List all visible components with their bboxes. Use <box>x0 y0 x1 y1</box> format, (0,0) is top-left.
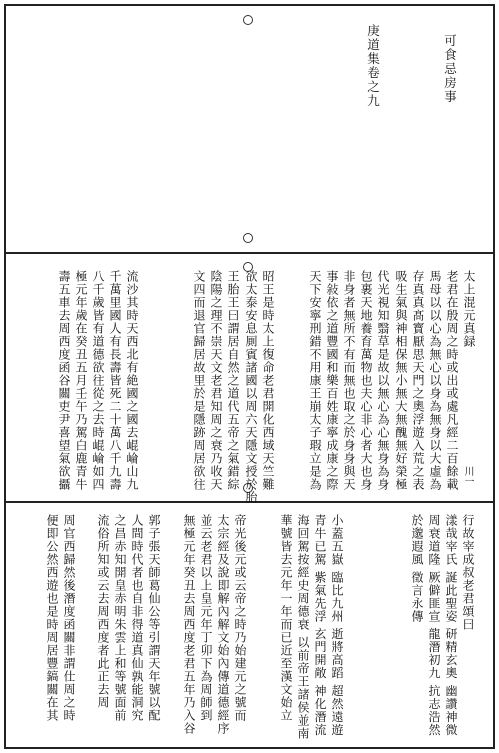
text-column: 陰陽之理不崇天文老君知周之衰乃收天 <box>209 270 223 491</box>
text-column: 太上混元真録 <box>462 270 476 348</box>
text-column: 帝光後元或云帝之時乃始建元之號而 <box>233 514 247 722</box>
text-column: 郭子張天師葛仙公等引謂天年號以配 <box>147 514 161 722</box>
text-column: 壽五車去周西度函谷關吏尹喜望氣欲攝 <box>57 270 71 491</box>
text-column: 太宗經及說即解內解文始內傳道德經序 <box>216 514 230 735</box>
text-column: 於邈遐風 徵言永傳 <box>410 514 424 623</box>
text-column: 漾哉宰氏 誕此聖姿 研精玄奧 幽讚神微 <box>444 514 458 737</box>
text-column: 無極元年癸丑去周西度老君五年乃入谷 <box>182 514 196 735</box>
text-column: 包裹天地養育萬物也夫心非心者大也身 <box>359 270 373 491</box>
text-column: 欲太泰安息厠賓諸國以周六天隱文授於胎 <box>244 270 258 504</box>
text-column: 周官西歸然後潛度函關非謂仕周之時 <box>62 514 76 722</box>
text-column: 八千歲皆有道德欲往從之去時崐崘如四 <box>91 270 105 491</box>
text-column: 存真真髙寳厭思天門之奧浮遊入荒之表 <box>411 270 425 491</box>
text-column: 小蓋五嶽 臨比九州 逝將高蹈 超然遠遊 <box>330 514 344 737</box>
text-column: 華號皆去元年一年而已近至漢文始立 <box>279 514 293 722</box>
text-column: 代光視知翳草是故以無心為心無身為身 <box>376 270 390 491</box>
folio-mark: 川一 <box>462 466 473 486</box>
binding-hole-top <box>243 15 253 25</box>
text-column: 並云老君以上皇元年丁卯下為周師到 <box>199 514 213 722</box>
text-column: 便即公然西遊也是時周居豐鎬關在其 <box>45 514 59 722</box>
text-column: 人間時代者也自非得道真仙孰能洞究 <box>130 514 144 722</box>
text-column: 周衰道隆 厥僻匪宣 龍潛初九 抗志浩然 <box>427 514 441 737</box>
text-column: 王胎王曰謂居自然之道代五帝之氣錯綜 <box>226 270 240 491</box>
text-column: 流沙其時天西北有絶國之國去崐崘山九 <box>125 270 139 491</box>
binding-hole-upper-mid <box>243 233 253 243</box>
text-column: 之昌赤知開皇赤明朱雲上和等號面前 <box>113 514 127 722</box>
text-column: 極元年歲在癸丑五月壬午乃駕白鹿青牛 <box>74 270 88 491</box>
text-column: 昭王是時太上復命老君開化西域天竺難 <box>261 270 275 491</box>
text-column: 事敍依之道豐國和樂百姓康寧成康之際 <box>325 270 339 491</box>
volume-title: 庚道集卷之九 <box>365 24 381 108</box>
text-column: 文四而退官歸居故里於是隱跡周居欲往 <box>192 270 206 491</box>
text-column: 行故宰成叔老君頌曰 <box>461 514 475 631</box>
text-column: 馬母以以心為無心以身為無身以大虛為 <box>428 270 442 491</box>
header-title: 可食忌房事 <box>442 34 458 104</box>
text-column: 青牛已駕 紫氣先浮 玄門開敞 神化潛流 <box>313 514 327 737</box>
text-column: 非身者無所不有而無也取之於身身與天 <box>342 270 356 491</box>
panel-divider-top <box>4 252 495 254</box>
text-column: 海回駕按經史周德衰 以前帝王諸侯並南 <box>296 514 310 740</box>
text-column: 天下安寧刑錯不用康王崩太子瑕立是為 <box>308 270 322 491</box>
text-column: 老君在殷周之時或出或處凡經二百餘載 <box>445 270 459 491</box>
text-column: 流俗所知或云去周西度者此正去周 <box>96 514 110 709</box>
text-column: 吸生氣與神相保無小無大無醜無好榮極 <box>394 270 408 491</box>
text-column: 千萬里國人有長壽皆死二十萬八千九壽 <box>108 270 122 491</box>
